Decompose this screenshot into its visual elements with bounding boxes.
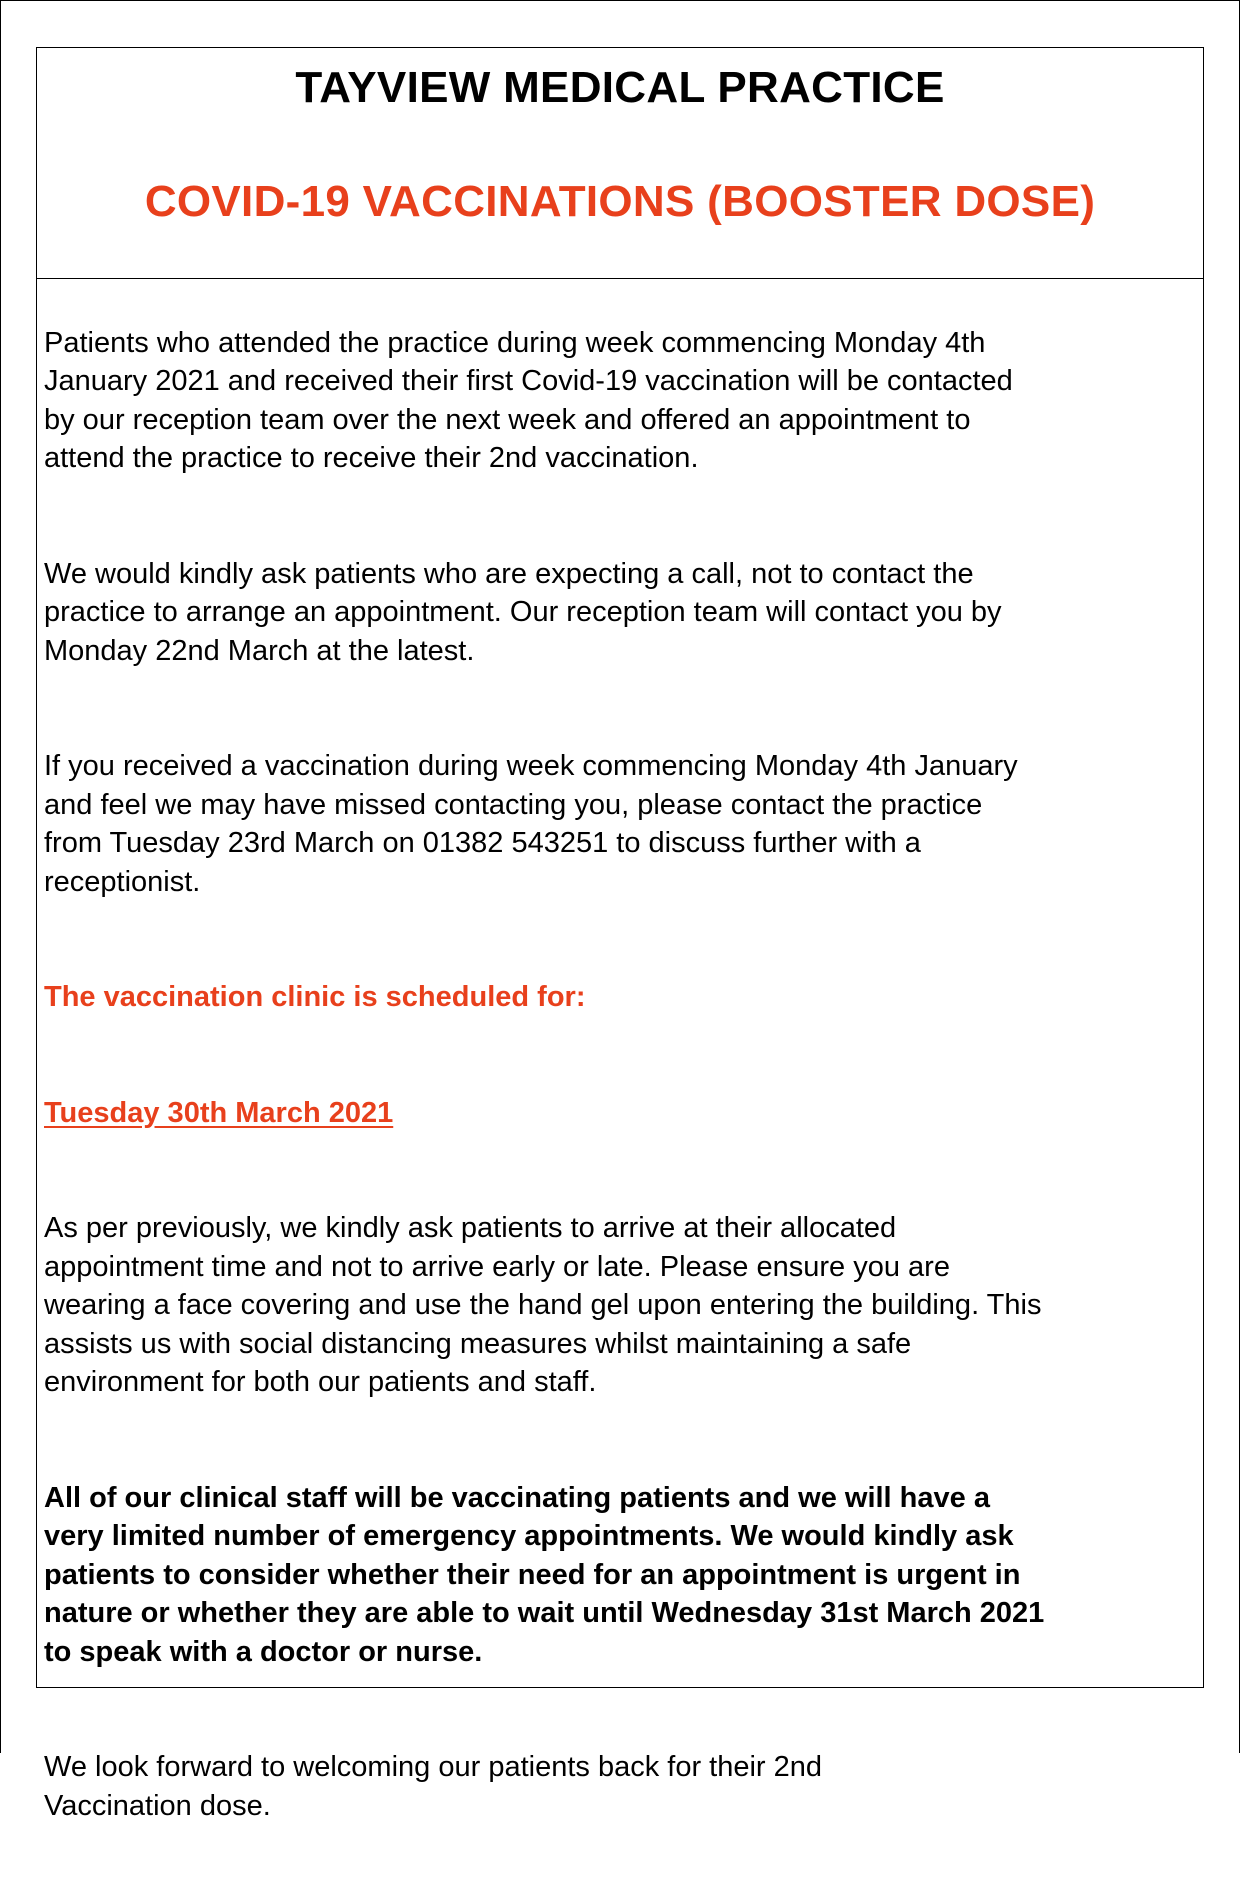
paragraph-emergency-appointments: All of our clinical staff will be vaccinating patients and we will have a very limited number of emergency appointments. We would kindly ask patients to consider whether their need for an appointment is urgent in nature or whether they are able to wait until Wednesday 31st March 2021 to speak with a doctor or nurse. bbox=[44, 1481, 1045, 1668]
paragraph-do-not-call: We would kindly ask patients who are expecting a call, not to contact the practice to arrange an appointment. Our reception team will contact you by Monday 22nd March at the latest. bbox=[44, 557, 1002, 667]
practice-name: TAYVIEW MEDICAL PRACTICE bbox=[295, 63, 945, 112]
clinic-heading: The vaccination clinic is scheduled for: bbox=[44, 981, 586, 1013]
paragraph-second-dose-contact: Patients who attended the practice during week commencing Monday 4th January 2021 and received their first Covid-19 vaccination will be contacted by our reception team over the next week and offered an appointment to attend the practice to receive their 2nd vaccination. bbox=[44, 326, 1013, 474]
clinic-date: Tuesday 30th March 2021 bbox=[44, 1096, 394, 1129]
notice-box bbox=[36, 47, 1204, 1822]
paragraph-arrival-instructions: As per previously, we kindly ask patients to arrive at their allocated appointment time and not to arrive early or late. Please ensure you are wearing a face covering and use the hand gel upon entering the building. This assists us with social distancing measures whilst maintaining a safe environment for both our patients and staff. bbox=[44, 1212, 1042, 1398]
notice-title: COVID-19 VACCINATIONS (BOOSTER DOSE) bbox=[144, 177, 1096, 226]
paragraph-missed-contact: If you received a vaccination during week commencing Monday 4th January and feel we may have missed contacting you, please contact the practice from Tuesday 23rd March on 01382 543251 to discuss further with a receptionist. bbox=[44, 750, 1018, 898]
paragraph-closing: We look forward to welcoming our patients back for their 2nd Vaccination dose. bbox=[44, 1751, 823, 1822]
notice-header bbox=[37, 48, 1203, 279]
notice-body bbox=[44, 285, 1204, 1902]
